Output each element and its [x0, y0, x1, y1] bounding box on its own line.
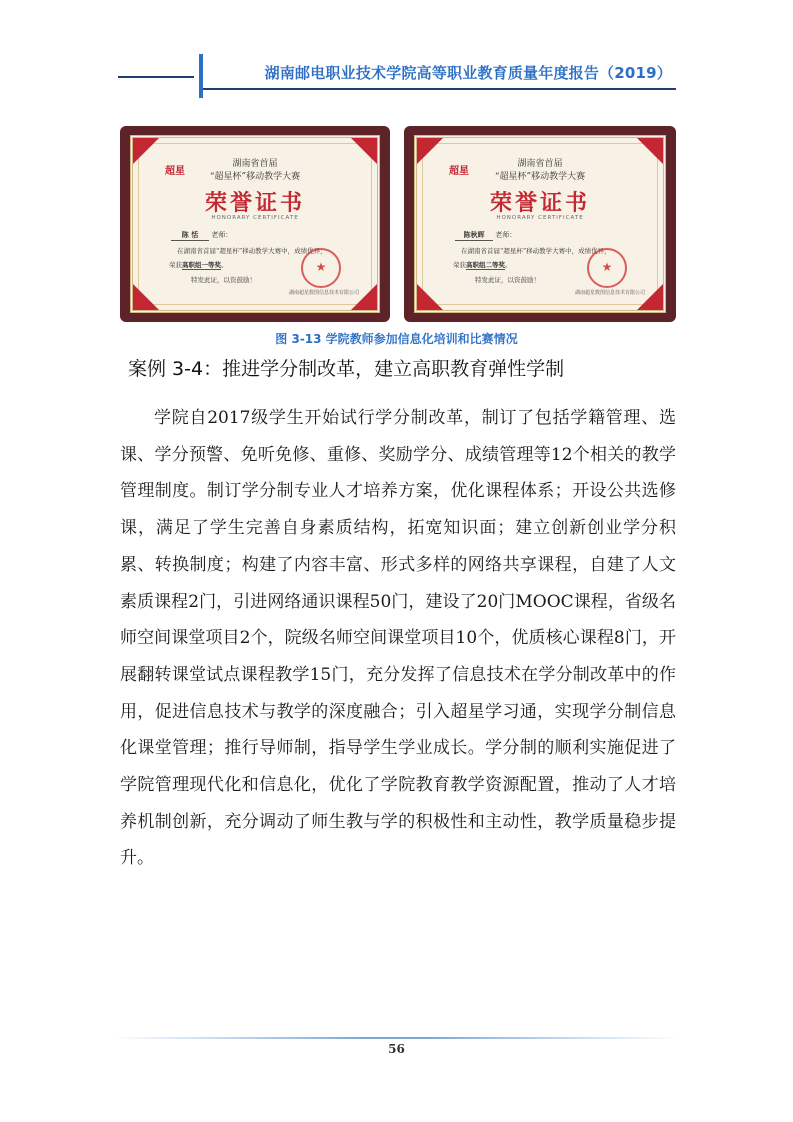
certificate-title: 荣誉证书 [489, 191, 590, 216]
recipient-name: 陈 恬 [171, 230, 209, 241]
certificate-body: 在湖南省首届“超星杯”移动教学大赛中，成绩优异， [177, 247, 327, 255]
recipient-line: 陈 恬 老师： [171, 230, 232, 241]
certificate-paper [130, 135, 380, 313]
certificate-photo-2 [404, 126, 676, 322]
body-paragraph: 学院自2017级学生开始试行学分制改革，制订了包括学籍管理、选课、学分预警、免听免修、重修、奖励学分、成绩管理等12个相关的教学管理制度。制订学分制专业人才培养方案，优化课程体系；开设公共选修课，满足了学生完善自身素质结构，拓宽知识面；建立创新创业学分积累、转换制度；构建了内容丰富、形式多样的网络共享课程，自建了人文素质课程2门，引进网络通识课程50门，建设了20门MOOC课程，省级名师空间课堂项目2个，院级名师空间课堂项目10个，优质核心课程8门，开展翻转课堂试点课程教学15门，充分发挥了信息技术在学分制改革中的作用，促进信息技术与教学的深度融合；引入超星学习通，实现学分制信息化课堂管理；推行导师制，指导学生学业成长。学分制的顺利实施促进了学院管理现代化和信息化，优化了学院教育教学资源配置，推动了人才培养机制创新，充分调动了师生教与学的积极性和主动性，教学质量稳步提升。 [120, 408, 676, 869]
report-header-title: 湖南邮电职业技术学院高等职业教育质量年度报告（2019） [264, 64, 672, 82]
chaoxing-logo: 超星 [449, 166, 469, 177]
page-number: 56 [388, 1042, 405, 1056]
certificate-subtitle: HONORARY CERTIFICATE [496, 215, 584, 221]
recipient-line: 陈秋晖 老师： [455, 230, 516, 241]
header-rule-right [203, 88, 676, 90]
header-rule-left [118, 76, 194, 78]
ribbon-corner-icon [133, 284, 159, 310]
ribbon-corner-icon [637, 284, 663, 310]
ribbon-corner-icon [351, 284, 377, 310]
award-line: 荣获高职组二等奖。 [453, 261, 512, 269]
case-title: 案例 3-4：推进学分制改革，建立高职教育弹性学制 [128, 358, 565, 380]
certificate-closing: 特发此证，以资鼓励！ [475, 276, 540, 284]
footer-rule [112, 1037, 680, 1039]
chaoxing-logo: 超星 [165, 166, 185, 177]
contest-name: 湖南省首届 “超星杯”移动教学大赛 [494, 159, 586, 182]
official-seal-icon: ★ [301, 248, 341, 288]
issuer-name: 湖南超星数图信息技术有限公司 [288, 290, 359, 296]
certificate-photo-1 [120, 126, 390, 322]
recipient-name: 陈秋晖 [455, 230, 493, 241]
ribbon-corner-icon [417, 284, 443, 310]
certificate-closing: 特发此证，以资鼓励！ [191, 276, 256, 284]
figure-caption: 图 3-13 学院教师参加信息化培训和比赛情况 [275, 332, 518, 346]
award-name: 高职组二等奖 [466, 261, 505, 269]
award-line: 荣获高职组一等奖。 [169, 261, 228, 269]
award-name: 高职组一等奖 [182, 261, 221, 269]
certificate-body: 在湖南省首届“超星杯”移动教学大赛中，成绩优异， [461, 247, 611, 255]
issuer-name: 湖南超星数图信息技术有限公司 [574, 290, 645, 296]
contest-name: 湖南省首届 “超星杯”移动教学大赛 [209, 159, 301, 182]
case-body [120, 400, 676, 877]
official-seal-icon: ★ [587, 248, 627, 288]
header-accent-bar [199, 54, 203, 98]
certificate-paper [414, 135, 666, 313]
certificate-subtitle: HONORARY CERTIFICATE [211, 215, 299, 221]
certificate-title: 荣誉证书 [204, 191, 305, 216]
